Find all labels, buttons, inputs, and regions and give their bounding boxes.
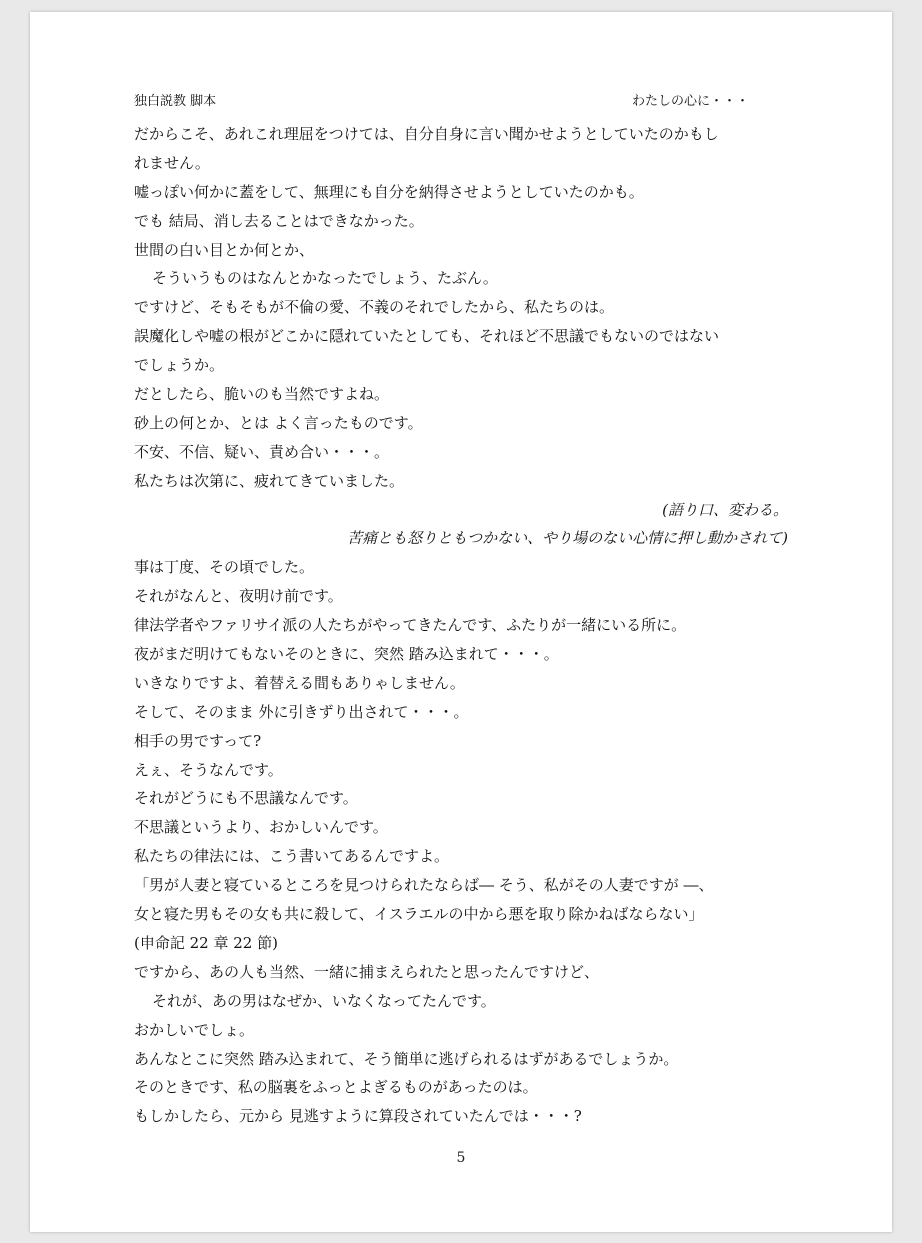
text-line: ですけど、そもそもが不倫の愛、不義のそれでしたから、私たちのは。 [134, 298, 615, 317]
text-line: いきなりですよ、着替える間もありゃしません。 [134, 673, 465, 692]
quote-line: 女と寝た男もその女も共に殺して、イスラエルの中から悪を取り除かねばならない」 [134, 905, 704, 924]
text-line: 不思議というより、おかしいんです。 [134, 818, 388, 837]
document-page [30, 12, 892, 1232]
text-line: それが、あの男はなぜか、いなくなってたんです。 [152, 991, 496, 1010]
text-line: だからこそ、あれこれ理屈をつけては、自分自身に言い聞かせようとしていたのかもし [134, 125, 719, 143]
text-line: 嘘っぽい何かに蓋をして、無理にも自分を納得させようとしていたのかも。 [134, 182, 644, 201]
text-line: でも 結局、消し去ることはできなかった。 [134, 211, 424, 230]
text-line: あんなとこに突然 踏み込まれて、そう簡単に逃げられるはずがあるでしょうか。 [134, 1049, 679, 1068]
quote-line: 「男が人妻と寝ているところを見つけられたならば― そう、私がその人妻ですが ―、 [134, 876, 714, 895]
header-title: 独白説教 脚本 [134, 94, 217, 109]
text-line: もしかしたら、元から 見逃すように算段されていたんでは・・・? [134, 1107, 582, 1126]
text-line: そういうものはなんとかなったでしょう、たぶん。 [152, 269, 498, 288]
text-line: だとしたら、脆いのも当然ですよね。 [134, 385, 390, 404]
page-number: 5 [456, 1150, 466, 1166]
text-line: 夜がまだ明けてもないそのときに、突然 踏み込まれて・・・。 [134, 645, 559, 664]
text-line: 私たちの律法には、こう書いてあるんですよ。 [134, 847, 450, 866]
header-subtitle: わたしの心に・・・ [632, 94, 750, 109]
citation: (申命記 22 章 22 節) [134, 933, 278, 952]
text-line: 誤魔化しや嘘の根がどこかに隠れていたとしても、それほど不思議でもないのではない [134, 327, 720, 346]
text-line: そのときです、私の脳裏をふっとよぎるものがあったのは。 [134, 1078, 538, 1097]
text-line: 世間の白い目とか何とか、 [134, 240, 315, 259]
text-line: おかしいでしょ。 [134, 1020, 255, 1039]
stage-direction: (語り口、変わる。 [662, 500, 788, 519]
text-line: 律法学者やファリサイ派の人たちがやってきたんです、ふたりが一緒にいる所に。 [134, 616, 687, 635]
text-line: 事は丁度、その頃でした。 [134, 558, 315, 577]
text-line: それがなんと、夜明け前です。 [134, 587, 343, 606]
text-line: えぇ、そうなんです。 [134, 760, 283, 779]
text-line: 不安、不信、疑い、責め合い・・・。 [134, 442, 390, 461]
text-line: れません。 [134, 153, 210, 172]
text-line: そして、そのまま 外に引きずり出されて・・・。 [134, 702, 469, 721]
text-line: 砂上の何とか、とは よく言ったものです。 [134, 413, 423, 432]
text-line: でしょうか。 [134, 356, 225, 375]
text-line: それがどうにも不思議なんです。 [134, 789, 358, 808]
text-line: ですから、あの人も当然、一緒に捕まえられたと思ったんですけど、 [134, 962, 600, 981]
text-line: 私たちは次第に、疲れてきていました。 [134, 471, 405, 490]
script-body [134, 120, 794, 1131]
text-line: 相手の男ですって? [134, 731, 262, 750]
stage-direction: 苦痛とも怒りともつかない、やり場のない心情に押し動かされて) [347, 529, 788, 548]
